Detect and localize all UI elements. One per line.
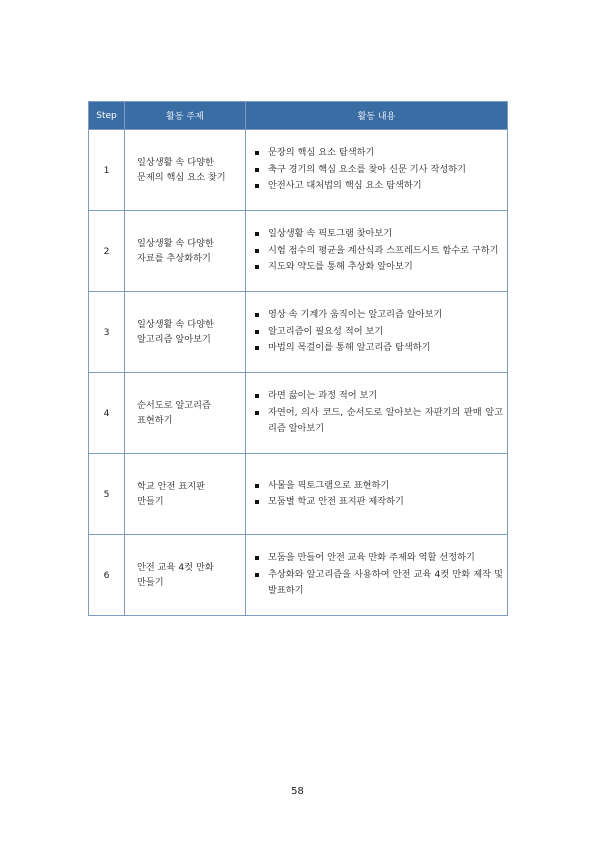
square-bullet-icon [255, 411, 259, 415]
activity-text: 지도와 약도를 통해 추상화 알아보기 [268, 261, 413, 273]
activity-text: 안전사고 대처법의 핵심 요소 탐색하기 [268, 180, 422, 192]
square-bullet-icon [255, 313, 259, 317]
activity-text: 일상생활 속 픽토그램 찾아보기 [268, 228, 393, 240]
activity-text: 사물을 픽토그램으로 표현하기 [268, 479, 390, 491]
square-bullet-icon [255, 151, 259, 155]
square-bullet-icon [255, 232, 259, 236]
square-bullet-icon [255, 394, 259, 398]
activity-text: 시험 점수의 평균을 계산식과 스프레드시트 함수로 구하기 [268, 244, 499, 256]
square-bullet-icon [255, 330, 259, 334]
activity-list [252, 145, 503, 195]
activity-text: 알고리즘이 필요성 적어 보기 [268, 325, 384, 337]
activity-list [252, 388, 503, 438]
activity-topic: 일상생활 속 다양한 문제의 핵심 요소 찾기 [125, 130, 246, 211]
activity-text: 자연어, 의사 코드, 순서도로 알아보는 자판기의 판매 알고리즘 알아보기 [268, 406, 503, 435]
table-row [89, 535, 508, 616]
step-number: 2 [89, 211, 125, 292]
list-item [252, 145, 503, 162]
activity-text: 모둠을 만들어 안전 교육 만화 주제와 역할 선정하기 [268, 552, 475, 564]
activity-contents [246, 130, 508, 211]
list-item [252, 324, 503, 341]
list-item [252, 243, 503, 260]
activity-table [88, 101, 508, 616]
header-activities: 활동 내용 [246, 102, 508, 130]
list-item [252, 340, 503, 357]
page-number: 58 [291, 786, 304, 797]
list-item [252, 307, 503, 324]
activity-contents [246, 454, 508, 535]
activity-contents [246, 211, 508, 292]
activity-topic: 순서도로 알고리즘 표현하기 [125, 373, 246, 454]
activity-text: 축구 경기의 핵심 요소를 찾아 신문 기사 작성하기 [268, 163, 466, 175]
square-bullet-icon [255, 184, 259, 188]
square-bullet-icon [255, 573, 259, 577]
activity-text: 문장의 핵심 요소 탐색하기 [268, 147, 375, 159]
table-row [89, 292, 508, 373]
list-item [252, 478, 503, 495]
activity-list [252, 550, 503, 600]
activity-list [252, 307, 503, 357]
header-topic: 활동 주제 [125, 102, 246, 130]
square-bullet-icon [255, 556, 259, 560]
activity-text: 라면 끓이는 과정 적어 보기 [268, 390, 378, 402]
activity-topic: 안전 교육 4컷 만화 만들기 [125, 535, 246, 616]
step-number: 3 [89, 292, 125, 373]
activity-contents [246, 535, 508, 616]
list-item [252, 162, 503, 179]
activity-contents [246, 373, 508, 454]
step-number: 6 [89, 535, 125, 616]
table-row [89, 454, 508, 535]
list-item [252, 259, 503, 276]
activity-list [252, 478, 503, 511]
table-row [89, 211, 508, 292]
square-bullet-icon [255, 265, 259, 269]
list-item [252, 405, 503, 438]
step-number: 1 [89, 130, 125, 211]
square-bullet-icon [255, 484, 259, 488]
activity-topic: 일상생활 속 다양한 알고리즘 알아보기 [125, 292, 246, 373]
table-row [89, 373, 508, 454]
step-number: 4 [89, 373, 125, 454]
list-item [252, 567, 503, 600]
list-item [252, 178, 503, 195]
activity-topic: 일상생활 속 다양한 자료를 추상화하기 [125, 211, 246, 292]
activity-text: 마법의 목걸이를 통해 알고리즘 탐색하기 [268, 342, 431, 354]
header-step: Step [89, 102, 125, 130]
list-item [252, 388, 503, 405]
square-bullet-icon [255, 500, 259, 504]
list-item [252, 494, 503, 511]
list-item [252, 550, 503, 567]
table-row [89, 130, 508, 211]
activity-text: 모둠별 학교 안전 표지판 제작하기 [268, 496, 404, 507]
activity-text: 영상 속 기계가 움직이는 알고리즘 알아보기 [268, 309, 443, 321]
activity-topic: 학교 안전 표지판 만들기 [125, 454, 246, 535]
table-header-row [89, 102, 508, 130]
step-number: 5 [89, 454, 125, 535]
activity-text: 추상화와 알고리즘을 사용하여 안전 교육 4컷 만화 제작 및 발표하기 [268, 568, 503, 597]
list-item [252, 226, 503, 243]
square-bullet-icon [255, 346, 259, 350]
square-bullet-icon [255, 249, 259, 253]
activity-contents [246, 292, 508, 373]
activity-list [252, 226, 503, 276]
square-bullet-icon [255, 168, 259, 172]
